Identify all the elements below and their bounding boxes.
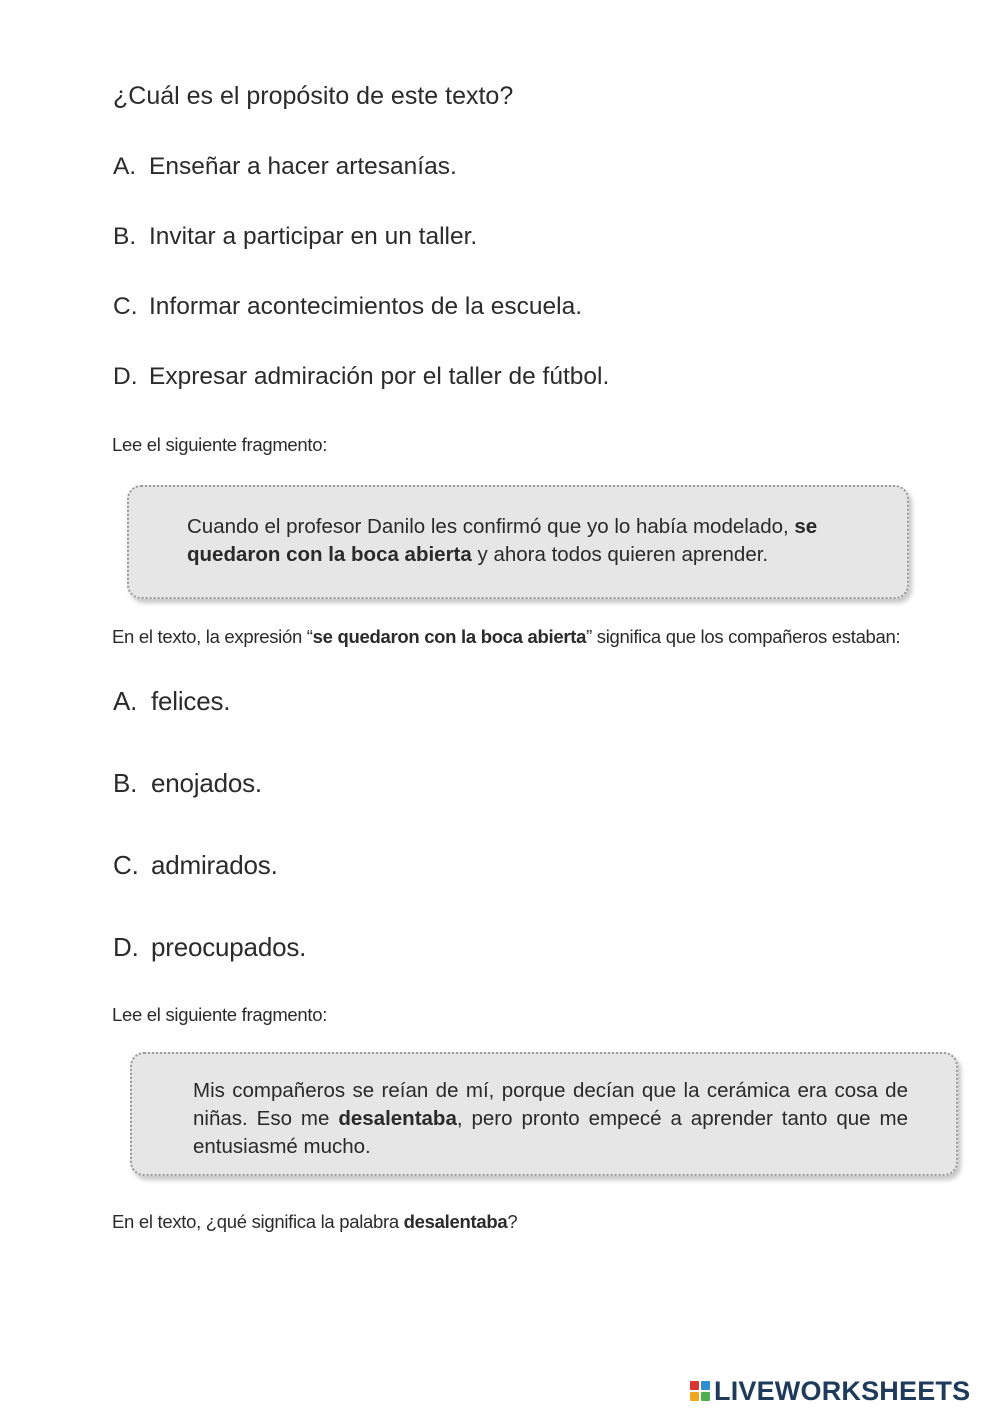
fragment-1-intro: Lee el siguiente fragmento: bbox=[112, 434, 328, 455]
option-text: admirados. bbox=[151, 850, 278, 880]
option-text: preocupados. bbox=[151, 932, 307, 962]
option-text: felices. bbox=[151, 686, 231, 716]
q2-option-a[interactable] bbox=[113, 686, 230, 717]
question-2-highlight: se quedaron con la boca abierta bbox=[312, 626, 587, 647]
option-letter: D. bbox=[113, 932, 139, 962]
q1-option-b[interactable] bbox=[113, 223, 477, 251]
fragment-1-text: Cuando el profesor Danilo les confirmó que yo lo había modelado, se quedaron con la boca abierta y ahora todos quieren aprender. bbox=[187, 515, 818, 566]
option-letter: C. bbox=[113, 850, 139, 880]
question-3-highlight: desalentaba bbox=[403, 1211, 508, 1232]
q1-option-d[interactable] bbox=[113, 363, 609, 391]
option-letter: D. bbox=[113, 363, 138, 390]
option-letter: B. bbox=[113, 223, 137, 250]
option-text: Expresar admiración por el taller de fútbol. bbox=[149, 363, 610, 390]
q1-option-c[interactable] bbox=[113, 293, 582, 321]
q2-option-d[interactable] bbox=[113, 932, 306, 963]
question-3-prompt: En el texto, ¿qué significa la palabra desalentaba? bbox=[112, 1211, 518, 1232]
question-1-title: ¿Cuál es el propósito de este texto? bbox=[113, 82, 514, 110]
option-letter: C. bbox=[113, 293, 138, 320]
question-2-prompt: En el texto, la expresión “se quedaron con la boca abierta” significa que los compañeros estaban: bbox=[112, 626, 901, 647]
option-text: Invitar a participar en un taller. bbox=[149, 223, 478, 250]
fragment-2-highlight: desalentaba bbox=[338, 1107, 457, 1130]
brand-name: LIVEWORKSHEETS bbox=[714, 1375, 971, 1406]
option-letter: B. bbox=[113, 768, 138, 798]
q1-option-a[interactable] bbox=[113, 153, 457, 181]
fragment-2-intro: Lee el siguiente fragmento: bbox=[112, 1004, 328, 1025]
q2-option-b[interactable] bbox=[113, 768, 262, 799]
q2-option-c[interactable] bbox=[113, 850, 278, 881]
fragment-2-text: Mis compañeros se reían de mí, porque decían que la cerámica era cosa de niñas. Eso me desalentaba, pero pronto empecé a aprender tanto que me entusiasmé mucho. bbox=[193, 1079, 908, 1158]
option-text: Informar acontecimientos de la escuela. bbox=[149, 293, 583, 320]
option-letter: A. bbox=[113, 153, 137, 180]
option-text: Enseñar a hacer artesanías. bbox=[149, 153, 457, 180]
option-letter: A. bbox=[113, 686, 138, 716]
fragment-1-highlight: se quedaron con la boca abierta bbox=[187, 515, 818, 566]
liveworksheets-logo bbox=[690, 1376, 970, 1406]
option-text: enojados. bbox=[151, 768, 262, 798]
logo-mark-icon bbox=[690, 1381, 710, 1401]
